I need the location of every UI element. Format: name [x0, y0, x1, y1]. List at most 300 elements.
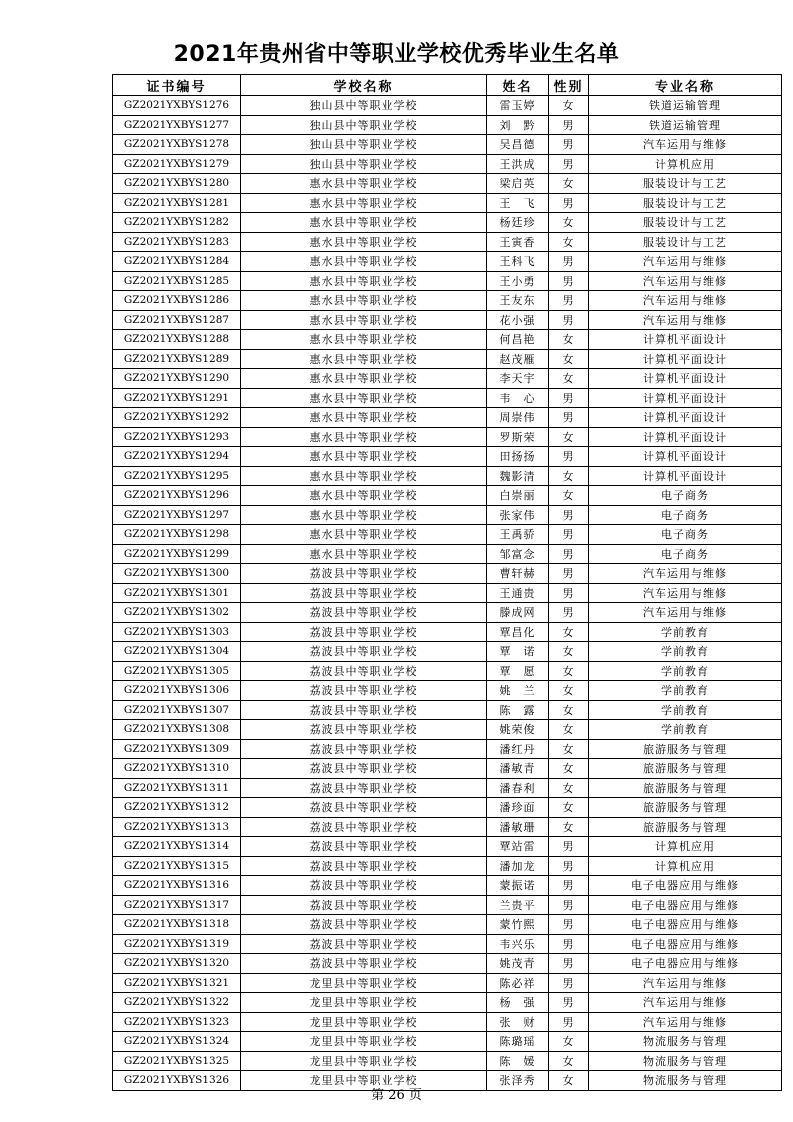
cell-major: 计算机应用: [589, 837, 782, 857]
cell-major: 计算机平面设计: [589, 466, 782, 486]
cell-student-name: 王寅香: [487, 232, 549, 252]
cell-gender: 男: [549, 525, 589, 545]
table-row: [113, 954, 782, 974]
cell-school-name: 龙里县中等职业学校: [241, 1071, 487, 1091]
cell-major: 旅游服务与管理: [589, 798, 782, 818]
cell-major: 汽车运用与维修: [589, 1012, 782, 1032]
cell-certificate-code: GZ2021YXBYS1326: [113, 1071, 241, 1091]
cell-student-name: 王禹骄: [487, 525, 549, 545]
cell-school-name: 惠水县中等职业学校: [241, 310, 487, 330]
cell-major: 学前教育: [589, 661, 782, 681]
cell-gender: 男: [549, 544, 589, 564]
cell-student-name: 张泽秀: [487, 1071, 549, 1091]
table-row: [113, 778, 782, 798]
table-row: [113, 193, 782, 213]
cell-student-name: 何昌艳: [487, 330, 549, 350]
cell-gender: 女: [549, 96, 589, 116]
cell-school-name: 惠水县中等职业学校: [241, 525, 487, 545]
table-row: [113, 661, 782, 681]
cell-gender: 男: [549, 895, 589, 915]
table-row: [113, 895, 782, 915]
cell-gender: 男: [549, 915, 589, 935]
cell-gender: 女: [549, 661, 589, 681]
cell-student-name: 陈必祥: [487, 973, 549, 993]
cell-major: 汽车运用与维修: [589, 603, 782, 623]
cell-student-name: 曹轩赫: [487, 564, 549, 584]
cell-major: 汽车运用与维修: [589, 291, 782, 311]
cell-major: 铁道运输管理: [589, 115, 782, 135]
cell-school-name: 荔波县中等职业学校: [241, 934, 487, 954]
cell-certificate-code: GZ2021YXBYS1317: [113, 895, 241, 915]
cell-student-name: 姚茂青: [487, 954, 549, 974]
cell-student-name: 周崇伟: [487, 408, 549, 428]
cell-gender: 男: [549, 973, 589, 993]
cell-certificate-code: GZ2021YXBYS1280: [113, 174, 241, 194]
column-header-name: 姓名: [487, 75, 549, 96]
cell-major: 汽车运用与维修: [589, 564, 782, 584]
cell-certificate-code: GZ2021YXBYS1278: [113, 135, 241, 155]
cell-student-name: 韦 心: [487, 388, 549, 408]
cell-certificate-code: GZ2021YXBYS1321: [113, 973, 241, 993]
cell-student-name: 刘 黔: [487, 115, 549, 135]
cell-certificate-code: GZ2021YXBYS1301: [113, 583, 241, 603]
cell-gender: 女: [549, 330, 589, 350]
cell-student-name: 花小强: [487, 310, 549, 330]
cell-major: 汽车运用与维修: [589, 252, 782, 272]
cell-student-name: 陈璐瑶: [487, 1032, 549, 1052]
cell-student-name: 潘敏青: [487, 759, 549, 779]
cell-school-name: 荔波县中等职业学校: [241, 739, 487, 759]
table-row: [113, 174, 782, 194]
cell-major: 学前教育: [589, 622, 782, 642]
cell-certificate-code: GZ2021YXBYS1285: [113, 271, 241, 291]
cell-certificate-code: GZ2021YXBYS1294: [113, 447, 241, 467]
cell-major: 物流服务与管理: [589, 1051, 782, 1071]
cell-school-name: 荔波县中等职业学校: [241, 603, 487, 623]
cell-major: 旅游服务与管理: [589, 817, 782, 837]
table-row: [113, 642, 782, 662]
cell-certificate-code: GZ2021YXBYS1290: [113, 369, 241, 389]
cell-certificate-code: GZ2021YXBYS1303: [113, 622, 241, 642]
page-number: 第 26 页: [371, 1088, 422, 1103]
cell-school-name: 荔波县中等职业学校: [241, 642, 487, 662]
cell-school-name: 荔波县中等职业学校: [241, 661, 487, 681]
cell-certificate-code: GZ2021YXBYS1312: [113, 798, 241, 818]
cell-certificate-code: GZ2021YXBYS1304: [113, 642, 241, 662]
cell-major: 计算机平面设计: [589, 427, 782, 447]
cell-major: 学前教育: [589, 642, 782, 662]
cell-certificate-code: GZ2021YXBYS1309: [113, 739, 241, 759]
cell-school-name: 惠水县中等职业学校: [241, 174, 487, 194]
cell-student-name: 王科飞: [487, 252, 549, 272]
cell-school-name: 惠水县中等职业学校: [241, 369, 487, 389]
cell-major: 汽车运用与维修: [589, 310, 782, 330]
cell-major: 服装设计与工艺: [589, 174, 782, 194]
cell-gender: 男: [549, 291, 589, 311]
cell-gender: 男: [549, 408, 589, 428]
cell-major: 计算机平面设计: [589, 447, 782, 467]
cell-gender: 男: [549, 154, 589, 174]
cell-certificate-code: GZ2021YXBYS1302: [113, 603, 241, 623]
cell-school-name: 荔波县中等职业学校: [241, 915, 487, 935]
cell-major: 电子商务: [589, 544, 782, 564]
table-row: [113, 252, 782, 272]
cell-major: 旅游服务与管理: [589, 759, 782, 779]
table-row: [113, 486, 782, 506]
cell-certificate-code: GZ2021YXBYS1310: [113, 759, 241, 779]
table-row: [113, 466, 782, 486]
cell-student-name: 潘红丹: [487, 739, 549, 759]
cell-certificate-code: GZ2021YXBYS1292: [113, 408, 241, 428]
cell-certificate-code: GZ2021YXBYS1288: [113, 330, 241, 350]
cell-certificate-code: GZ2021YXBYS1319: [113, 934, 241, 954]
cell-school-name: 惠水县中等职业学校: [241, 291, 487, 311]
cell-major: 学前教育: [589, 700, 782, 720]
cell-major: 电子电器应用与维修: [589, 876, 782, 896]
table-row: [113, 115, 782, 135]
table-row: [113, 739, 782, 759]
table-row: [113, 388, 782, 408]
table-row: [113, 603, 782, 623]
table-row: [113, 369, 782, 389]
cell-certificate-code: GZ2021YXBYS1277: [113, 115, 241, 135]
cell-school-name: 惠水县中等职业学校: [241, 252, 487, 272]
table-row: [113, 96, 782, 116]
cell-gender: 女: [549, 213, 589, 233]
cell-student-name: 陈 露: [487, 700, 549, 720]
cell-school-name: 荔波县中等职业学校: [241, 778, 487, 798]
cell-major: 电子电器应用与维修: [589, 954, 782, 974]
cell-school-name: 龙里县中等职业学校: [241, 1051, 487, 1071]
table-row: [113, 1051, 782, 1071]
cell-major: 汽车运用与维修: [589, 583, 782, 603]
cell-gender: 女: [549, 759, 589, 779]
cell-student-name: 滕成网: [487, 603, 549, 623]
table-header-row: [113, 75, 782, 96]
cell-certificate-code: GZ2021YXBYS1300: [113, 564, 241, 584]
table-row: [113, 681, 782, 701]
cell-student-name: 杨廷珍: [487, 213, 549, 233]
table-row: [113, 720, 782, 740]
table-row: [113, 525, 782, 545]
cell-certificate-code: GZ2021YXBYS1322: [113, 993, 241, 1013]
cell-student-name: 王通贵: [487, 583, 549, 603]
cell-major: 服装设计与工艺: [589, 213, 782, 233]
cell-school-name: 独山县中等职业学校: [241, 135, 487, 155]
cell-certificate-code: GZ2021YXBYS1291: [113, 388, 241, 408]
cell-gender: 女: [549, 622, 589, 642]
cell-gender: 女: [549, 817, 589, 837]
cell-student-name: 潘敏珊: [487, 817, 549, 837]
table-row: [113, 408, 782, 428]
cell-gender: 女: [549, 739, 589, 759]
cell-major: 电子电器应用与维修: [589, 934, 782, 954]
cell-school-name: 惠水县中等职业学校: [241, 330, 487, 350]
cell-school-name: 荔波县中等职业学校: [241, 622, 487, 642]
cell-certificate-code: GZ2021YXBYS1307: [113, 700, 241, 720]
cell-gender: 女: [549, 798, 589, 818]
cell-certificate-code: GZ2021YXBYS1306: [113, 681, 241, 701]
cell-school-name: 惠水县中等职业学校: [241, 213, 487, 233]
cell-certificate-code: GZ2021YXBYS1283: [113, 232, 241, 252]
cell-gender: 男: [549, 271, 589, 291]
table-row: [113, 817, 782, 837]
cell-student-name: 魏影清: [487, 466, 549, 486]
cell-gender: 女: [549, 466, 589, 486]
table-row: [113, 291, 782, 311]
cell-major: 汽车运用与维修: [589, 271, 782, 291]
table-row: [113, 447, 782, 467]
table-row: [113, 915, 782, 935]
table-row: [113, 700, 782, 720]
cell-student-name: 王小勇: [487, 271, 549, 291]
cell-certificate-code: GZ2021YXBYS1315: [113, 856, 241, 876]
cell-gender: 男: [549, 135, 589, 155]
cell-major: 服装设计与工艺: [589, 232, 782, 252]
cell-student-name: 田扬扬: [487, 447, 549, 467]
cell-school-name: 惠水县中等职业学校: [241, 193, 487, 213]
table-body: [113, 96, 782, 1091]
table-row: [113, 856, 782, 876]
cell-school-name: 龙里县中等职业学校: [241, 1012, 487, 1032]
cell-gender: 男: [549, 505, 589, 525]
cell-gender: 男: [549, 993, 589, 1013]
cell-student-name: 潘春利: [487, 778, 549, 798]
cell-certificate-code: GZ2021YXBYS1298: [113, 525, 241, 545]
cell-student-name: 蒙振诺: [487, 876, 549, 896]
cell-certificate-code: GZ2021YXBYS1281: [113, 193, 241, 213]
cell-school-name: 荔波县中等职业学校: [241, 876, 487, 896]
graduate-table: [112, 74, 782, 1091]
table-row: [113, 427, 782, 447]
cell-major: 汽车运用与维修: [589, 135, 782, 155]
cell-school-name: 荔波县中等职业学校: [241, 837, 487, 857]
cell-major: 电子电器应用与维修: [589, 915, 782, 935]
cell-major: 电子电器应用与维修: [589, 895, 782, 915]
cell-school-name: 独山县中等职业学校: [241, 115, 487, 135]
cell-student-name: 王洪成: [487, 154, 549, 174]
cell-gender: 男: [549, 447, 589, 467]
cell-school-name: 荔波县中等职业学校: [241, 895, 487, 915]
cell-student-name: 姚荣俊: [487, 720, 549, 740]
cell-gender: 女: [549, 174, 589, 194]
cell-school-name: 独山县中等职业学校: [241, 96, 487, 116]
table-row: [113, 759, 782, 779]
cell-student-name: 兰贵平: [487, 895, 549, 915]
cell-certificate-code: GZ2021YXBYS1308: [113, 720, 241, 740]
cell-student-name: 张 财: [487, 1012, 549, 1032]
table-row: [113, 973, 782, 993]
cell-gender: 女: [549, 1071, 589, 1091]
cell-gender: 男: [549, 603, 589, 623]
cell-school-name: 惠水县中等职业学校: [241, 408, 487, 428]
cell-school-name: 惠水县中等职业学校: [241, 544, 487, 564]
cell-student-name: 张家伟: [487, 505, 549, 525]
table-row: [113, 993, 782, 1013]
cell-major: 汽车运用与维修: [589, 993, 782, 1013]
cell-certificate-code: GZ2021YXBYS1316: [113, 876, 241, 896]
cell-gender: 男: [549, 1012, 589, 1032]
table-row: [113, 271, 782, 291]
cell-major: 学前教育: [589, 720, 782, 740]
cell-student-name: 潘加龙: [487, 856, 549, 876]
cell-student-name: 覃 诺: [487, 642, 549, 662]
cell-certificate-code: GZ2021YXBYS1284: [113, 252, 241, 272]
cell-gender: 男: [549, 837, 589, 857]
table-row: [113, 505, 782, 525]
cell-certificate-code: GZ2021YXBYS1318: [113, 915, 241, 935]
cell-student-name: 覃昌化: [487, 622, 549, 642]
cell-major: 旅游服务与管理: [589, 778, 782, 798]
cell-school-name: 荔波县中等职业学校: [241, 564, 487, 584]
cell-major: 铁道运输管理: [589, 96, 782, 116]
cell-major: 学前教育: [589, 681, 782, 701]
column-header-school: 学校名称: [241, 75, 487, 96]
cell-gender: 女: [549, 1051, 589, 1071]
cell-gender: 女: [549, 486, 589, 506]
cell-student-name: 雷玉婷: [487, 96, 549, 116]
cell-gender: 男: [549, 115, 589, 135]
cell-student-name: 杨 强: [487, 993, 549, 1013]
cell-major: 计算机平面设计: [589, 349, 782, 369]
cell-major: 旅游服务与管理: [589, 739, 782, 759]
cell-gender: 女: [549, 427, 589, 447]
table-row: [113, 876, 782, 896]
table-row: [113, 1012, 782, 1032]
cell-certificate-code: GZ2021YXBYS1286: [113, 291, 241, 311]
cell-student-name: 白崇丽: [487, 486, 549, 506]
cell-school-name: 龙里县中等职业学校: [241, 993, 487, 1013]
cell-certificate-code: GZ2021YXBYS1287: [113, 310, 241, 330]
cell-certificate-code: GZ2021YXBYS1289: [113, 349, 241, 369]
table-row: [113, 154, 782, 174]
cell-certificate-code: GZ2021YXBYS1295: [113, 466, 241, 486]
cell-student-name: 蒙竹熙: [487, 915, 549, 935]
cell-certificate-code: GZ2021YXBYS1296: [113, 486, 241, 506]
cell-gender: 女: [549, 349, 589, 369]
cell-school-name: 荔波县中等职业学校: [241, 954, 487, 974]
column-header-major: 专业名称: [589, 75, 782, 96]
cell-gender: 男: [549, 310, 589, 330]
cell-gender: 男: [549, 954, 589, 974]
cell-school-name: 荔波县中等职业学校: [241, 759, 487, 779]
cell-gender: 男: [549, 934, 589, 954]
cell-school-name: 荔波县中等职业学校: [241, 798, 487, 818]
cell-certificate-code: GZ2021YXBYS1279: [113, 154, 241, 174]
cell-school-name: 惠水县中等职业学校: [241, 486, 487, 506]
cell-student-name: 罗斯荣: [487, 427, 549, 447]
cell-gender: 女: [549, 778, 589, 798]
table-row: [113, 622, 782, 642]
cell-major: 计算机平面设计: [589, 330, 782, 350]
cell-major: 电子商务: [589, 505, 782, 525]
cell-school-name: 惠水县中等职业学校: [241, 232, 487, 252]
cell-gender: 男: [549, 856, 589, 876]
cell-major: 电子商务: [589, 525, 782, 545]
cell-student-name: 姚 兰: [487, 681, 549, 701]
cell-certificate-code: GZ2021YXBYS1323: [113, 1012, 241, 1032]
table-row: [113, 310, 782, 330]
cell-gender: 男: [549, 252, 589, 272]
cell-school-name: 惠水县中等职业学校: [241, 388, 487, 408]
cell-student-name: 王 飞: [487, 193, 549, 213]
cell-gender: 男: [549, 388, 589, 408]
cell-gender: 女: [549, 720, 589, 740]
cell-student-name: 李天宇: [487, 369, 549, 389]
cell-gender: 女: [549, 700, 589, 720]
cell-student-name: 覃站雷: [487, 837, 549, 857]
cell-school-name: 惠水县中等职业学校: [241, 271, 487, 291]
cell-gender: 男: [549, 583, 589, 603]
cell-certificate-code: GZ2021YXBYS1297: [113, 505, 241, 525]
cell-major: 物流服务与管理: [589, 1032, 782, 1052]
table-row: [113, 798, 782, 818]
cell-gender: 女: [549, 369, 589, 389]
cell-student-name: 邹富念: [487, 544, 549, 564]
cell-major: 计算机平面设计: [589, 388, 782, 408]
table-row: [113, 564, 782, 584]
cell-gender: 男: [549, 564, 589, 584]
cell-certificate-code: GZ2021YXBYS1282: [113, 213, 241, 233]
column-header-code: 证书编号: [113, 75, 241, 96]
cell-certificate-code: GZ2021YXBYS1324: [113, 1032, 241, 1052]
cell-gender: 女: [549, 232, 589, 252]
cell-school-name: 荔波县中等职业学校: [241, 817, 487, 837]
column-header-gender: 性别: [549, 75, 589, 96]
cell-student-name: 梁启英: [487, 174, 549, 194]
table-row: [113, 232, 782, 252]
cell-gender: 女: [549, 1032, 589, 1052]
cell-certificate-code: GZ2021YXBYS1314: [113, 837, 241, 857]
table-row: [113, 213, 782, 233]
table-row: [113, 934, 782, 954]
cell-school-name: 荔波县中等职业学校: [241, 700, 487, 720]
cell-student-name: 陈 媛: [487, 1051, 549, 1071]
table-row: [113, 583, 782, 603]
cell-school-name: 龙里县中等职业学校: [241, 973, 487, 993]
table-row: [113, 837, 782, 857]
cell-certificate-code: GZ2021YXBYS1313: [113, 817, 241, 837]
cell-school-name: 荔波县中等职业学校: [241, 583, 487, 603]
cell-major: 计算机应用: [589, 154, 782, 174]
page-title: 2021年贵州省中等职业学校优秀毕业生名单: [173, 42, 620, 67]
table-row: [113, 544, 782, 564]
cell-school-name: 惠水县中等职业学校: [241, 505, 487, 525]
cell-school-name: 荔波县中等职业学校: [241, 720, 487, 740]
cell-gender: 女: [549, 642, 589, 662]
cell-student-name: 韦兴乐: [487, 934, 549, 954]
cell-student-name: 赵茂雁: [487, 349, 549, 369]
table-row: [113, 135, 782, 155]
cell-student-name: 王友东: [487, 291, 549, 311]
cell-major: 汽车运用与维修: [589, 973, 782, 993]
cell-gender: 男: [549, 876, 589, 896]
cell-major: 物流服务与管理: [589, 1071, 782, 1091]
cell-certificate-code: GZ2021YXBYS1325: [113, 1051, 241, 1071]
cell-school-name: 惠水县中等职业学校: [241, 447, 487, 467]
cell-major: 服装设计与工艺: [589, 193, 782, 213]
cell-certificate-code: GZ2021YXBYS1276: [113, 96, 241, 116]
cell-student-name: 吴昌德: [487, 135, 549, 155]
cell-gender: 男: [549, 193, 589, 213]
cell-school-name: 荔波县中等职业学校: [241, 681, 487, 701]
cell-certificate-code: GZ2021YXBYS1311: [113, 778, 241, 798]
cell-gender: 女: [549, 681, 589, 701]
table-row: [113, 349, 782, 369]
cell-major: 计算机平面设计: [589, 369, 782, 389]
cell-certificate-code: GZ2021YXBYS1299: [113, 544, 241, 564]
cell-school-name: 惠水县中等职业学校: [241, 466, 487, 486]
